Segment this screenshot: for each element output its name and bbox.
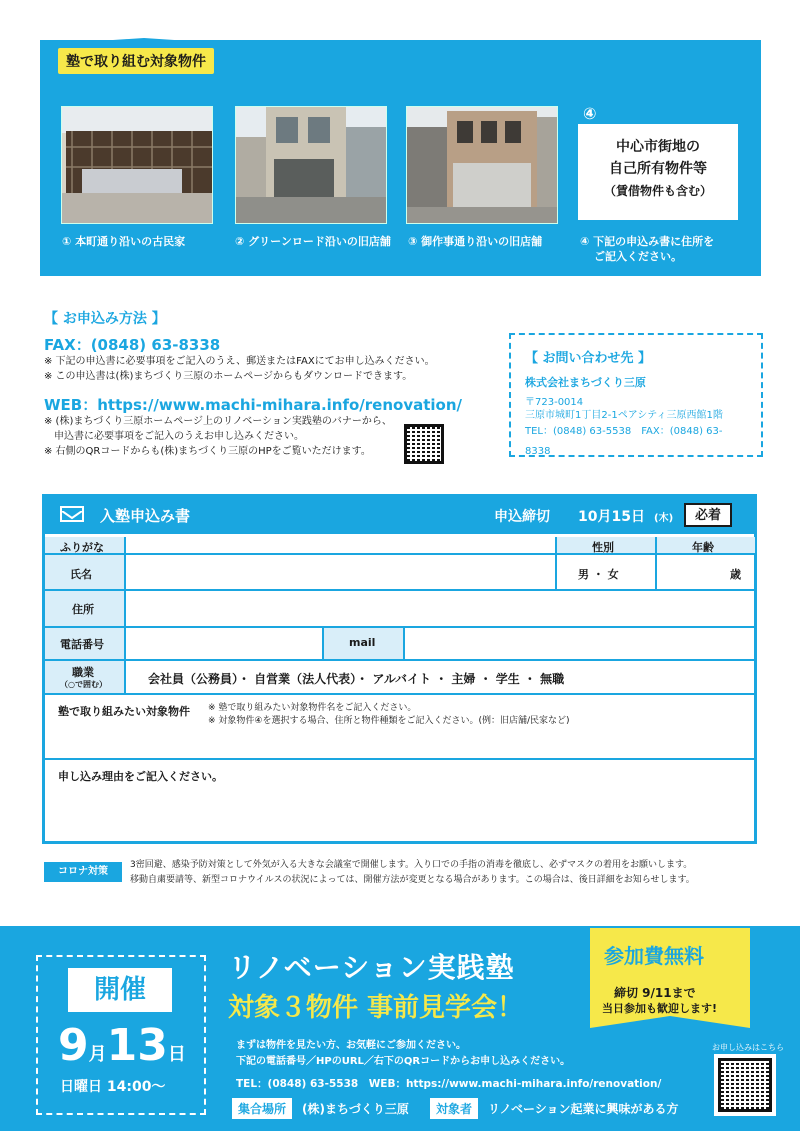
target-field[interactable] [46,730,754,757]
name-field[interactable] [126,555,554,588]
form-line [555,537,557,589]
apply-qr-code[interactable] [404,424,444,464]
event-month: 9 [58,1020,89,1071]
form-furigana-label: ふりがな [60,541,104,554]
apply-web-note2: 申込書に必要事項をご記入のうえお申し込みください。 [44,431,304,442]
property-1-caption: ① 本町通り沿いの古民家 [62,235,186,248]
property-4-line1: 中心市街地の [616,139,700,155]
property-4-number: ④ [583,104,597,123]
contact-box [509,333,763,457]
form-job-sublabel: （○で囲む） [60,680,107,689]
form-target-note1: ※ 塾で取り組みたい対象物件名をご記入ください。 [208,703,417,713]
event-contact[interactable]: TEL：(0848) 63-5538 WEB：https://www.machi-mihara.info/renovation/ [236,1078,662,1090]
property-4-caption [580,234,714,264]
form-target-note2: ※ 対象物件④を選択する場合、住所と物件種類をご記入ください。(例：旧店舗/民家など) [208,716,570,726]
event-target-label: 対象者 [430,1098,478,1119]
apply-web-note3: ※ 右側のQRコードからも(株)まちづくり三原のHPをご覧いただけます。 [44,446,371,457]
form-line [45,693,755,695]
free-badge-same-day: 当日参加も歓迎します! [602,1002,718,1015]
form-phone-label: 電話番号 [60,638,104,651]
property-1-photo [61,106,213,224]
property-3-photo [406,106,558,224]
mail-field[interactable] [405,628,754,658]
contact-address: 三原市城町1丁目2-1ペアシティ三原西館1階 [525,410,723,421]
form-deadline-day: (木) [654,513,674,524]
address-field[interactable] [126,591,754,625]
form-target-label: 塾で取り組みたい対象物件 [58,705,190,718]
apply-web-url[interactable]: WEB：https://www.machi-mihara.info/renovation/ [44,396,463,414]
event-qr-code[interactable] [718,1058,772,1112]
form-required-badge: 必着 [684,503,732,527]
property-4-line2: 自己所有物件等 [609,161,707,177]
free-badge-deadline: 締切 9/11まで [614,986,696,1000]
form-gender-label: 性別 [592,541,614,554]
event-day-unit: 日 [167,1044,186,1065]
reason-field[interactable] [46,784,754,841]
event-place-label: 集合場所 [232,1098,292,1119]
apply-web-note1: ※ (株)まちづくり三原ホームページ上のリノベーション実践塾のバナーから、 [44,416,392,427]
property-4-caption-line1: ④ 下記の申込み書に住所を [580,235,715,248]
form-deadline-date: 10月15日 [578,509,645,525]
form-deadline-label: 申込締切 [494,509,550,525]
event-time: 日曜日 14:00〜 [60,1079,166,1095]
free-badge-title: 参加費無料 [604,944,704,968]
event-qr-label: お申し込みはこちら [712,1043,784,1052]
event-month-unit: 月 [88,1044,107,1065]
mail-icon [60,506,84,522]
apply-title: 【 お申込み方法 】 [44,311,166,327]
contact-title: 【 お問い合わせ先 】 [525,351,652,366]
properties-title: 塾で取り組む対象物件 [58,48,214,74]
form-address-label: 住所 [72,603,94,616]
covid-label: コロナ対策 [44,862,122,882]
event-date [58,1020,186,1071]
event-place: (株)まちづくり三原 [302,1102,409,1116]
apply-fax-note1: ※ 下記の申込書に必要事項をご記入のうえ、郵送またはFAXにてお申し込みください。 [44,356,435,367]
form-line [45,758,755,760]
contact-tel-fax: TEL：(0848) 63-5538 FAX：(0848) 63-8338 [525,426,723,457]
form-age-unit: 歳 [730,568,741,581]
form-title: 入塾申込み書 [100,507,191,525]
property-2-caption: ② グリーンロード沿いの旧店舗 [235,235,391,248]
apply-fax-note2: ※ この申込書は(株)まちづくり三原のホームページからもダウンロードできます。 [44,371,413,382]
form-age-label: 年齢 [692,541,714,554]
event-day: 13 [106,1020,168,1071]
covid-line1: 3密回避、感染予防対策として外気が入る大きな会議室で開催します。入り口での手指の消毒を徹底し、必ずマスクの着用をお願いします。 [130,860,693,870]
form-job-label: 職業 [72,666,94,679]
event-title-2: 対象３物件 事前見学会！ [228,993,524,1023]
form-line [655,537,657,589]
contact-company: 株式会社まちづくり三原 [525,376,646,389]
form-line [322,626,324,659]
covid-line2: 移動自粛要請等、新型コロナウイルスの状況によっては、開催方法が変更となる場合があります。この場合は、後日詳細をお知らせします。 [130,875,695,885]
property-4-caption-line2: ご記入ください。 [594,250,682,263]
form-name-label: 氏名 [70,568,92,581]
form-mail-label: mail [349,636,376,649]
event-title-1: リノベーション実践塾 [228,951,515,984]
event-target: リノベーション起業に興味がある方 [488,1102,679,1116]
furigana-field[interactable] [126,537,554,553]
apply-fax: FAX：(0848) 63-8338 [44,336,221,354]
form-line [45,659,755,661]
contact-zip: 〒723-0014 [525,397,584,408]
event-desc-2: 下記の電話番号／HPのURL／右下のQRコードからお申し込みください。 [236,1056,571,1067]
property-4-box [578,124,738,220]
event-qr-frame [714,1054,776,1116]
property-2-photo [235,106,387,224]
form-reason-label: 申し込み理由をご記入ください。 [58,770,223,783]
event-held-label: 開催 [68,968,172,1012]
property-3-caption: ③ 御作事通り沿いの旧店舗 [408,235,543,248]
phone-field[interactable] [126,628,321,658]
form-job-options[interactable]: 会社員（公務員）・ 自営業（法人代表）・ アルバイト ・ 主婦 ・ 学生 ・ 無職 [148,672,565,686]
property-4-line3: （賃借物件も含む） [603,184,712,198]
event-desc-1: まずは物件を見たい方、お気軽にご参加ください。 [236,1040,466,1051]
form-gender-options[interactable]: 男 ・ 女 [578,568,619,581]
